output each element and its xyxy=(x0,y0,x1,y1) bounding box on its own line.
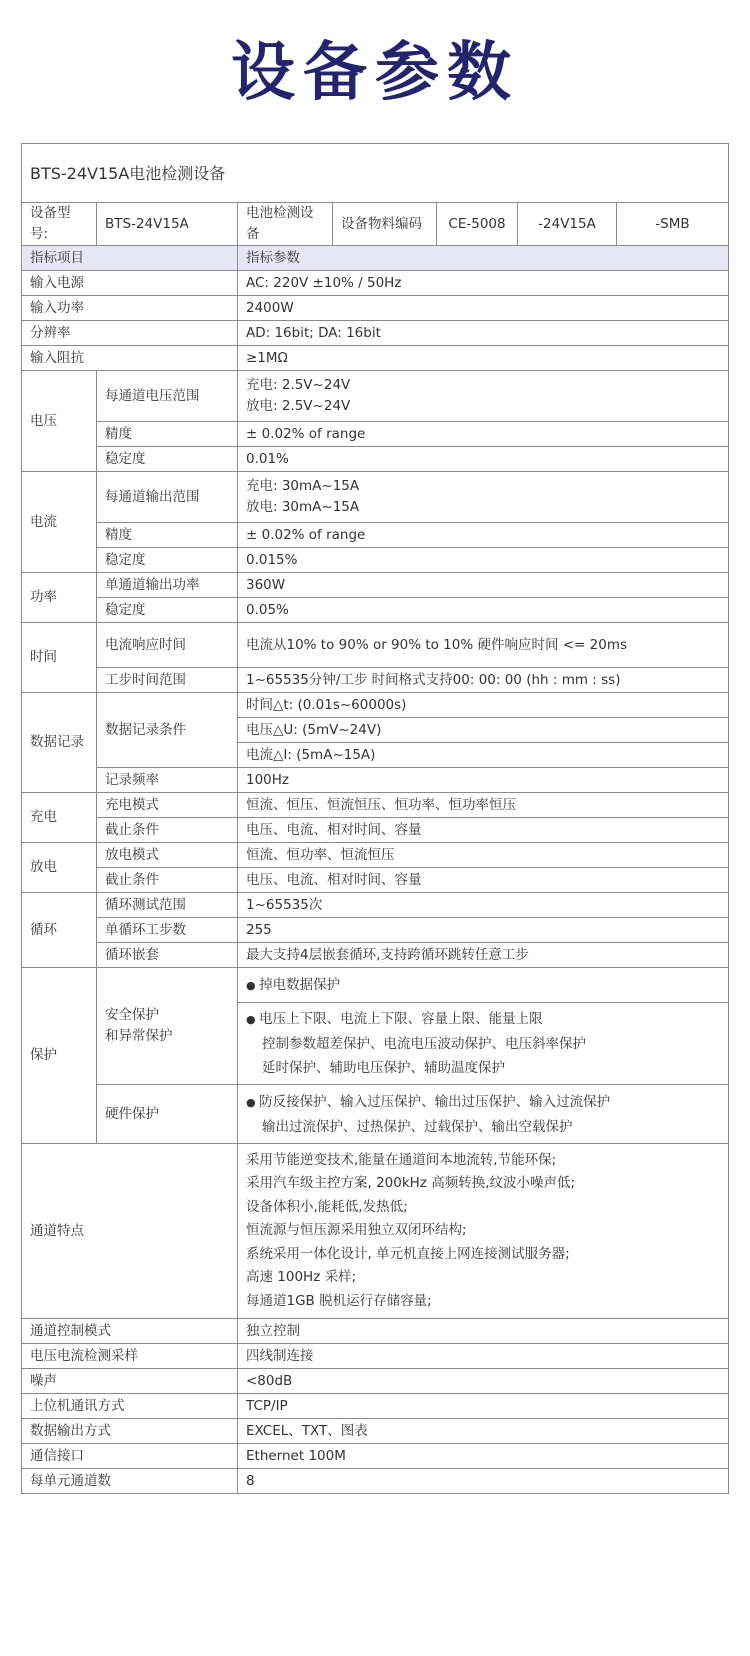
material-code-2: -24V15A xyxy=(518,203,617,246)
time-response-label: 电流响应时间 xyxy=(97,623,238,668)
data-record-cond-label: 数据记录条件 xyxy=(97,693,238,768)
current-range-discharge: 放电: 30mA~15A xyxy=(246,499,360,515)
row-label: 电压电流检测采样 xyxy=(22,1344,238,1369)
category-data-record: 数据记录 xyxy=(22,693,97,793)
cycle-nest-label: 循环嵌套 xyxy=(97,943,238,968)
charge-cutoff-label: 截止条件 xyxy=(97,818,238,843)
cycle-range-label: 循环测试范围 xyxy=(97,893,238,918)
material-code-1: CE-5008 xyxy=(437,203,518,246)
data-record-freq: 100Hz xyxy=(238,768,729,793)
cycle-nest: 最大支持4层嵌套循环,支持跨循环跳转任意工步 xyxy=(238,943,729,968)
header-param: 指标参数 xyxy=(238,246,729,271)
data-record-cond-time: 时间△t: (0.01s~60000s) xyxy=(238,693,729,718)
safety-limit-line-3: 延时保护、辅助电压保护、辅助温度保护 xyxy=(262,1060,505,1076)
feature-line: 高速 100Hz 采样; xyxy=(246,1269,357,1286)
row-value: ≥1MΩ xyxy=(238,346,729,371)
row-label: 上位机通讯方式 xyxy=(22,1394,238,1419)
hardware-line-1: ● 防反接保护、输入过压保护、输出过压保护、输入过流保护 xyxy=(246,1090,720,1115)
bullet-text: ● 掉电数据保护 xyxy=(246,977,340,993)
doc-title: BTS-24V15A电池检测设备 xyxy=(22,144,729,203)
category-discharge: 放电 xyxy=(22,843,97,893)
charge-mode: 恒流、恒压、恒流恒压、恒功率、恒功率恒压 xyxy=(238,793,729,818)
discharge-mode-label: 放电模式 xyxy=(97,843,238,868)
safety-limit-line-2: 控制参数超差保护、电流电压波动保护、电压斜率保护 xyxy=(262,1036,586,1052)
feature-line: 设备体积小,能耗低,发热低; xyxy=(246,1198,408,1215)
power-output: 360W xyxy=(238,573,729,598)
current-accuracy-label: 精度 xyxy=(97,523,238,548)
safety-item-power-loss xyxy=(238,968,729,1003)
current-range xyxy=(238,472,729,523)
feature-line: 每通道1GB 脱机运行存储容量; xyxy=(246,1292,432,1309)
power-stability-label: 稳定度 xyxy=(97,598,238,623)
page-title: 设备参数 xyxy=(231,36,519,110)
discharge-mode: 恒流、恒功率、恒流恒压 xyxy=(238,843,729,868)
row-label: 每单元通道数 xyxy=(22,1469,238,1494)
table-row xyxy=(22,346,729,371)
row-value: Ethernet 100M xyxy=(238,1444,729,1469)
model-value: BTS-24V15A xyxy=(97,203,238,246)
discharge-cutoff: 电压、电流、相对时间、容量 xyxy=(238,868,729,893)
header-item: 指标项目 xyxy=(22,246,238,271)
category-charge: 充电 xyxy=(22,793,97,843)
row-value: 独立控制 xyxy=(238,1319,729,1344)
safety-label-line-2: 和异常保护 xyxy=(105,1028,173,1044)
table-row xyxy=(22,296,729,321)
row-value: <80dB xyxy=(238,1369,729,1394)
safety-limit-line-1: ● 电压上下限、电流上下限、容量上限、能量上限 xyxy=(246,1007,720,1032)
row-label: 通信接口 xyxy=(22,1444,238,1469)
current-stability: 0.015% xyxy=(238,548,729,573)
time-response: 电流从10% to 90% or 90% to 10% 硬件响应时间 <= 20ms xyxy=(238,623,729,668)
time-step: 1~65535分钟/工步 时间格式支持00: 00: 00 (hh : mm : ss) xyxy=(238,668,729,693)
hardware-protection xyxy=(238,1085,729,1144)
model-label: 设备型号: xyxy=(22,203,97,246)
voltage-accuracy: ± 0.02% of range xyxy=(238,422,729,447)
time-step-label: 工步时间范围 xyxy=(97,668,238,693)
voltage-accuracy-label: 精度 xyxy=(97,422,238,447)
table-row xyxy=(22,1394,729,1419)
spec-sheet xyxy=(21,143,728,1494)
feature-line: 系统采用一体化设计, 单元机直接上网连接测试服务器; xyxy=(246,1245,570,1262)
current-accuracy: ± 0.02% of range xyxy=(238,523,729,548)
hardware-protection-label: 硬件保护 xyxy=(97,1085,238,1144)
row-label: 输入电源 xyxy=(22,271,238,296)
features-list xyxy=(238,1144,729,1319)
row-value: AD: 16bit; DA: 16bit xyxy=(238,321,729,346)
material-code-3: -SMB xyxy=(617,203,729,246)
table-row xyxy=(22,1369,729,1394)
safety-protection-label xyxy=(97,968,238,1085)
row-value: 四线制连接 xyxy=(238,1344,729,1369)
cycle-steps-label: 单循环工步数 xyxy=(97,918,238,943)
current-range-label: 每通道输出范围 xyxy=(97,472,238,523)
feature-line: 恒流源与恒压源采用独立双闭环结构; xyxy=(246,1222,467,1239)
current-range-charge: 充电: 30mA~15A xyxy=(246,478,360,494)
category-cycle: 循环 xyxy=(22,893,97,968)
voltage-stability: 0.01% xyxy=(238,447,729,472)
voltage-range-discharge: 放电: 2.5V~24V xyxy=(246,398,351,414)
row-label: 数据输出方式 xyxy=(22,1419,238,1444)
row-label: 分辨率 xyxy=(22,321,238,346)
category-voltage: 电压 xyxy=(22,371,97,472)
table-row xyxy=(22,1444,729,1469)
table-row xyxy=(22,1419,729,1444)
charge-cutoff: 电压、电流、相对时间、容量 xyxy=(238,818,729,843)
discharge-cutoff-label: 截止条件 xyxy=(97,868,238,893)
table-row xyxy=(22,1319,729,1344)
table-row xyxy=(22,1469,729,1494)
power-stability: 0.05% xyxy=(238,598,729,623)
category-time: 时间 xyxy=(22,623,97,693)
power-output-label: 单通道输出功率 xyxy=(97,573,238,598)
category-current: 电流 xyxy=(22,472,97,573)
data-record-cond-voltage: 电压△U: (5mV~24V) xyxy=(238,718,729,743)
row-label: 噪声 xyxy=(22,1369,238,1394)
charge-mode-label: 充电模式 xyxy=(97,793,238,818)
category-protection: 保护 xyxy=(22,968,97,1144)
row-label: 输入功率 xyxy=(22,296,238,321)
safety-item-limits xyxy=(238,1003,729,1085)
table-row xyxy=(22,321,729,346)
row-value: TCP/IP xyxy=(238,1394,729,1419)
voltage-stability-label: 稳定度 xyxy=(97,447,238,472)
hardware-line-2: 输出过流保护、过热保护、过载保护、输出空载保护 xyxy=(262,1118,573,1135)
row-value: 8 xyxy=(238,1469,729,1494)
device-name: 电池检测设备 xyxy=(238,203,333,246)
row-value: AC: 220V ±10% / 50Hz xyxy=(238,271,729,296)
data-record-freq-label: 记录频率 xyxy=(97,768,238,793)
features-label: 通道特点 xyxy=(22,1144,238,1319)
safety-label-line-1: 安全保护 xyxy=(105,1007,159,1023)
feature-line: 采用汽车级主控方案, 200kHz 高频转换,纹波小噪声低; xyxy=(246,1175,576,1192)
cycle-steps: 255 xyxy=(238,918,729,943)
row-value: EXCEL、TXT、图表 xyxy=(238,1419,729,1444)
voltage-range-charge: 充电: 2.5V~24V xyxy=(246,377,351,393)
voltage-range xyxy=(238,371,729,422)
spec-table xyxy=(21,143,729,1494)
row-label: 通道控制模式 xyxy=(22,1319,238,1344)
table-row xyxy=(22,1344,729,1369)
feature-line: 采用节能逆变技术,能量在通道间本地流转,节能环保; xyxy=(246,1151,557,1168)
voltage-range-label: 每通道电压范围 xyxy=(97,371,238,422)
row-value: 2400W xyxy=(238,296,729,321)
current-stability-label: 稳定度 xyxy=(97,548,238,573)
data-record-cond-current: 电流△I: (5mA~15A) xyxy=(238,743,729,768)
table-row xyxy=(22,271,729,296)
cycle-range: 1~65535次 xyxy=(238,893,729,918)
material-code-label: 设备物料编码 xyxy=(333,203,437,246)
row-label: 输入阻抗 xyxy=(22,346,238,371)
category-power: 功率 xyxy=(22,573,97,623)
